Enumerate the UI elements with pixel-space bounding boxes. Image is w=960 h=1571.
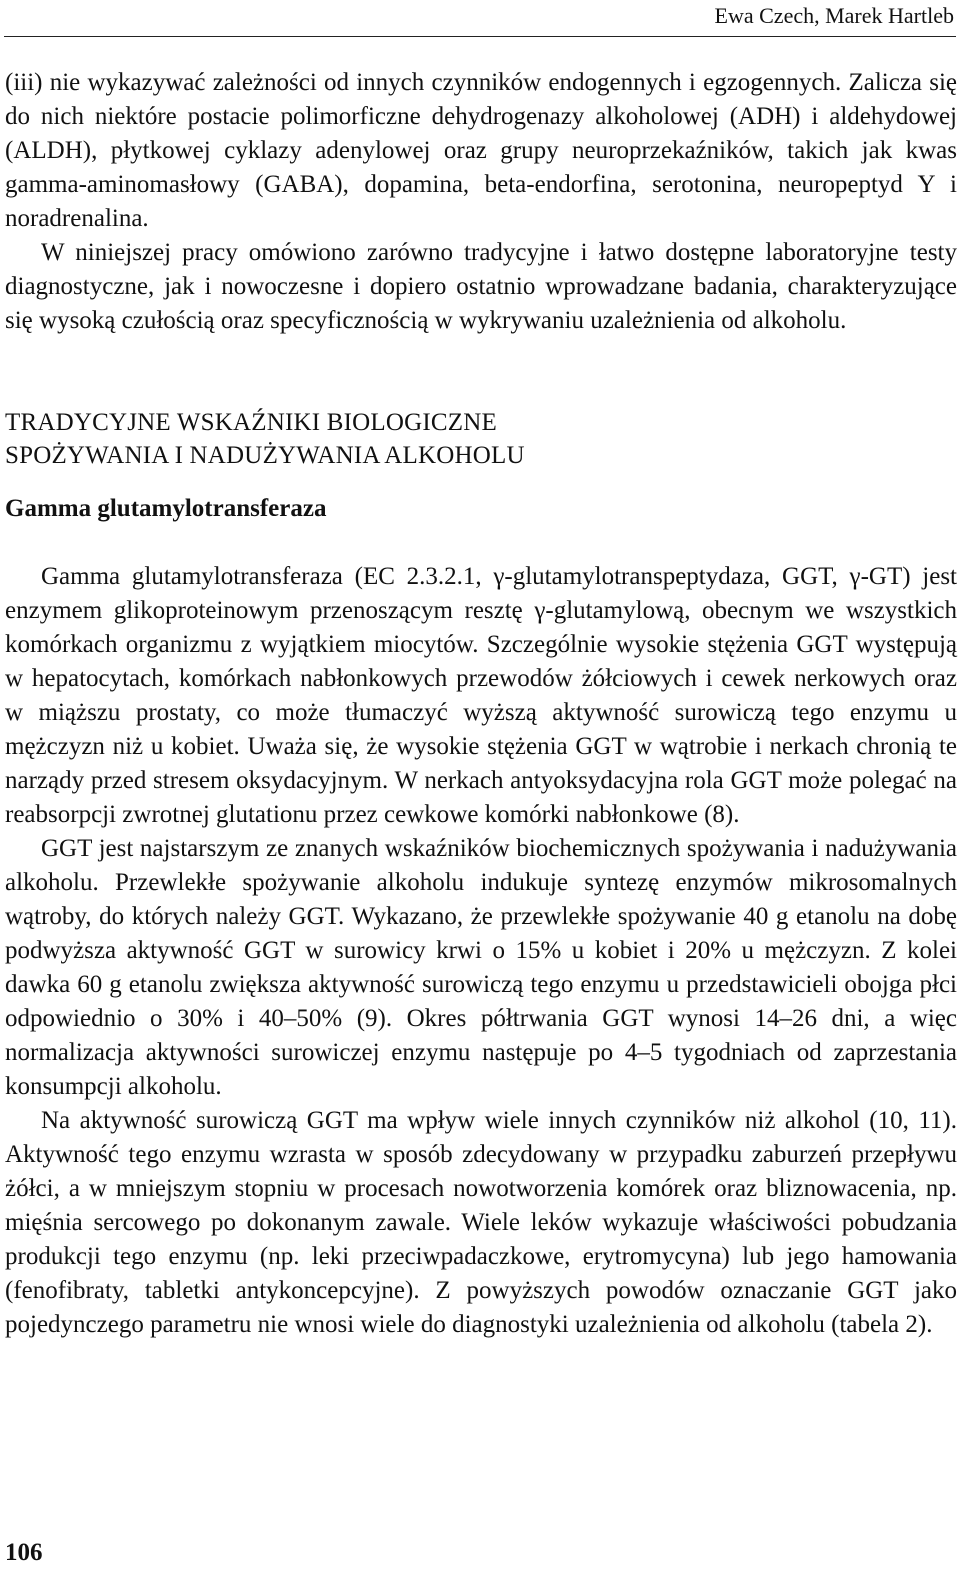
- header-rule: [4, 36, 956, 37]
- paragraph-ggt-definition: Gamma glutamylotransferaza (EC 2.3.2.1, γ-glutamylotranspeptydaza, GGT, γ-GT) jest enzymem glikoproteinowym przenoszącym resztę γ-glutamylową, obecnym we wszystkich komórkach organizmu z wyjątkiem miocytów. Szczególnie wysokie stężenia GGT występują w hepatocytach, komórkach nabłonkowych przewodów żółciowych i cewek nerkowych oraz w miąższu prostaty, co może tłumaczyć wyższą aktywność surowiczą tego enzymu u mężczyzn niż u kobiet. Uważa się, że wysokie stężenia GGT w wątrobie i nerkach chronią te narządy przed stresem oksydacyjnym. W nerkach antyoksydacyjna rola GGT może polegać na reabsorpcji zwrotnej glutationu przez cewkowe komórki nabłonkowe (8).: [5, 563, 957, 828]
- section-heading-line-2: SPOŻYWANIA I NADUŻYWANIA ALKOHOLU: [5, 442, 525, 469]
- paragraph-ggt-other-factors: Na aktywność surowiczą GGT ma wpływ wiele innych czynników niż alkohol (10, 11). Aktywność tego enzymu wzrasta w sposób zdecydowany w przypadku zaburzeń przepływu żółci, a w mniejszym stopniu w procesach nowotworzenia komórek oraz bliznowacenia, np. mięśnia sercowego po dokonanym zawale. Wiele leków wykazuje właściwości pobudzania produkcji tego enzymu (np. leki przeciwpadaczkowe, erytromycyna) lub jego hamowania (fenofibraty, tabletki antykoncepcyjne). Z powyższych powodów oznaczanie GGT jako pojedynczego parametru nie wnosi wiele do diagnostyki uzależnienia od alkoholu (tabela 2).: [5, 1107, 957, 1338]
- paragraph-criteria-continuation: (iii) nie wykazywać zależności od innych czynników endogennych i egzogennych. Zalicza się do nich niektóre postacie polimorficzne dehydrogenazy alkoholowej (ADH) i aldehydowej (ALDH), płytkowej cyklazy adenylowej oraz grupy neuroprzekaźników, takich jak kwas gamma-aminomasłowy (GABA), dopamina, beta-endorfina, serotonina, neuropeptyd Y i noradrenalina.: [5, 69, 957, 232]
- page-body: [5, 66, 957, 1342]
- spacer: [5, 526, 957, 560]
- subsection-heading: Gamma glutamylotransferaza: [5, 495, 327, 522]
- section-heading-line-1: TRADYCYJNE WSKAŹNIKI BIOLOGICZNE: [5, 409, 498, 436]
- paragraph-scope: W niniejszej pracy omówiono zarówno tradycyjne i łatwo dostępne laboratoryjne testy diagnostyczne, jak i nowoczesne i dopiero ostatnio wprowadzane badania, charakteryzujące się wysoką czułością oraz specyficznością w wykrywaniu uzależnienia od alkoholu.: [5, 239, 957, 334]
- paragraph-ggt-alcohol: GGT jest najstarszym ze znanych wskaźników biochemicznych spożywania i nadużywania alkoholu. Przewlekłe spożywanie alkoholu indukuje syntezę enzymów mikrosomalnych wątroby, do których należy GGT. Wykazano, że przewlekłe spożywanie 40 g etanolu na dobę podwyższa aktywność GGT w surowicy krwi o 15% u kobiet i 20% u mężczyzn. Z kolei dawka 60 g etanolu zwiększa aktywność surowiczą tego enzymu u przedstawicieli obojga płci odpowiednio o 30% i 40–50% (9). Okres półtrwania GGT wynosi 14–26 dni, a więc normalizacja aktywności surowiczej enzymu następuje po 4–5 tygodniach od zaprzestania konsumpcji alkoholu.: [5, 835, 957, 1100]
- running-head: Ewa Czech, Marek Hartleb: [714, 3, 954, 28]
- section-heading: [5, 406, 957, 472]
- page-number: 106: [5, 1539, 43, 1566]
